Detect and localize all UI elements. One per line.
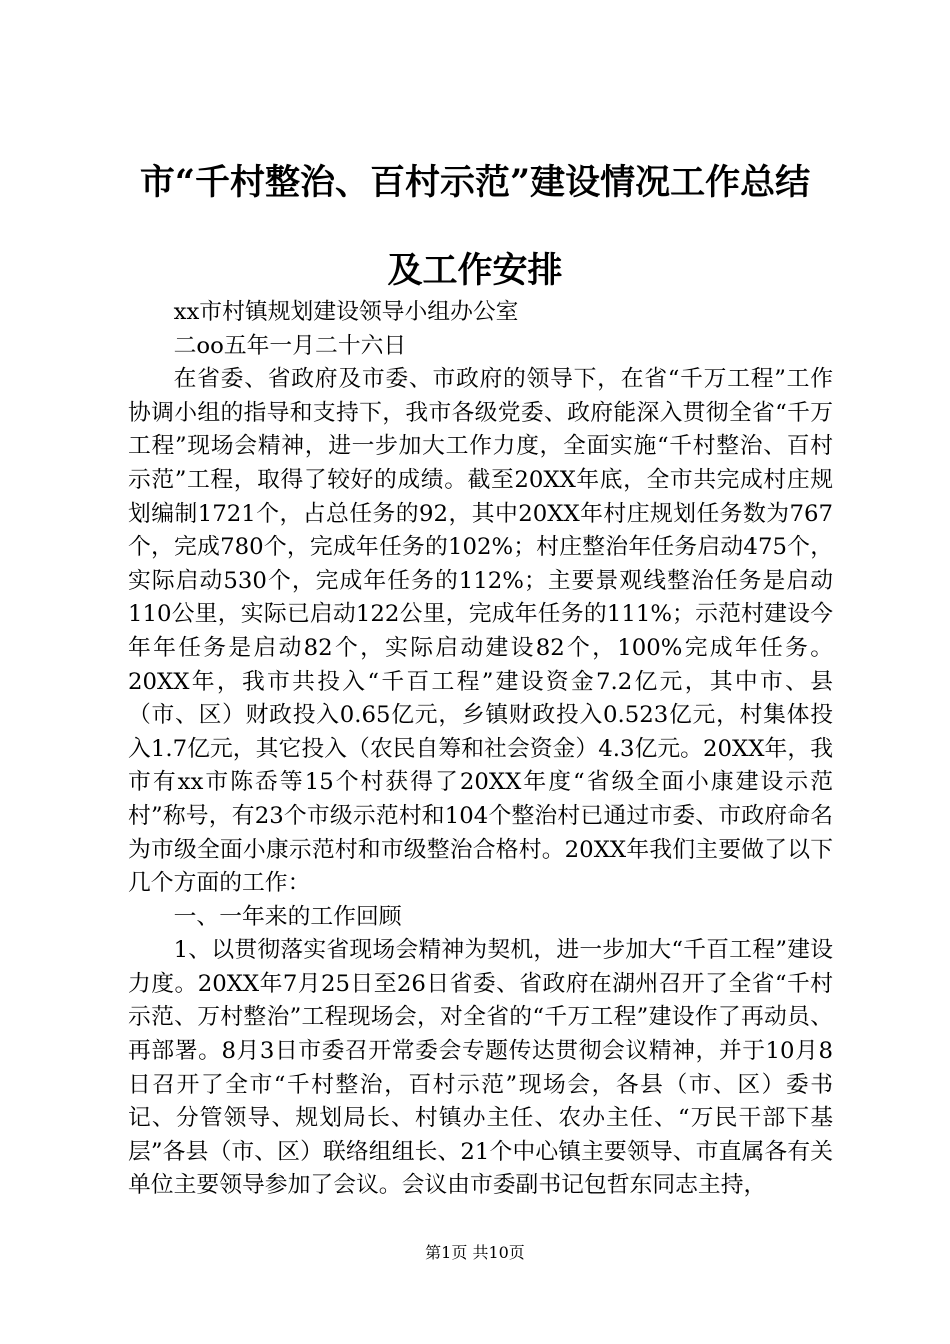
page-number-footer: 第1页 共10页: [425, 1243, 525, 1262]
document-body: [128, 296, 833, 1203]
paragraph-item-1: 1、以贯彻落实省现场会精神为契机，进一步加大“千百工程”建设力度。20XX年7月25日至26日省委、省政府在湖州召开了全省“千村示范、万村整治”工程现场会，对全省的“千万工程”建设作了再动员、再部署。8月3日市委召开常委会专题传达贯彻会议精神，并于10月8日召开了全市“千村整治，百村示范”现场会，各县（市、区）委书记、分管领导、规划局长、村镇办主任、农办主任、“万民干部下基层”各县（市、区）联络组组长、21个中心镇主要领导、市直属各有关单位主要领导参加了会议。会议由市委副书记包哲东同志主持，: [128, 937, 833, 1199]
document-title-line-1: 市“千村整治、百村示范”建设情况工作总结: [139, 162, 811, 203]
paragraph-intro: 在省委、省政府及市委、市政府的领导下，在省“千万工程”工作协调小组的指导和支持下，我市各级党委、政府能深入贯彻全省“千万工程”现场会精神，进一步加大工作力度，全面实施“千村整治、百村示范”工程，取得了较好的成绩。截至20XX年底，全市共完成村庄规划编制1721个，占总任务的92，其中20XX年村庄规划任务数为767个，完成780个，完成年任务的102%；村庄整治年任务启动475个，实际启动530个，完成年任务的112%；主要景观线整治任务是启动110公里，实际已启动122公里，完成年任务的111%；示范村建设今年年任务是启动82个，实际启动建设82个，100%完成年任务。20XX年，我市共投入“千百工程”建设资金7.2亿元，其中市、县（市、区）财政投入0.65亿元，乡镇财政投入0.523亿元，村集体投入1.7亿元，其它投入（农民自筹和社会资金）4.3亿元。20XX年，我市有xx市陈岙等15个村获得了20XX年度“省级全面小康建设示范村”称号，有23个市级示范村和104个整治村已通过市委、市政府命名为市级全面小康示范村和市级整治合格村。20XX年我们主要做了以下几个方面的工作：: [128, 366, 833, 897]
document-title-line-2: 及工作安排: [387, 250, 563, 291]
issuer-line: xx市村镇规划建设领导小组办公室: [173, 299, 519, 325]
date-line: 二oo五年一月二十六日: [173, 332, 407, 359]
section-heading: 一、一年来的工作回顾: [173, 903, 402, 930]
